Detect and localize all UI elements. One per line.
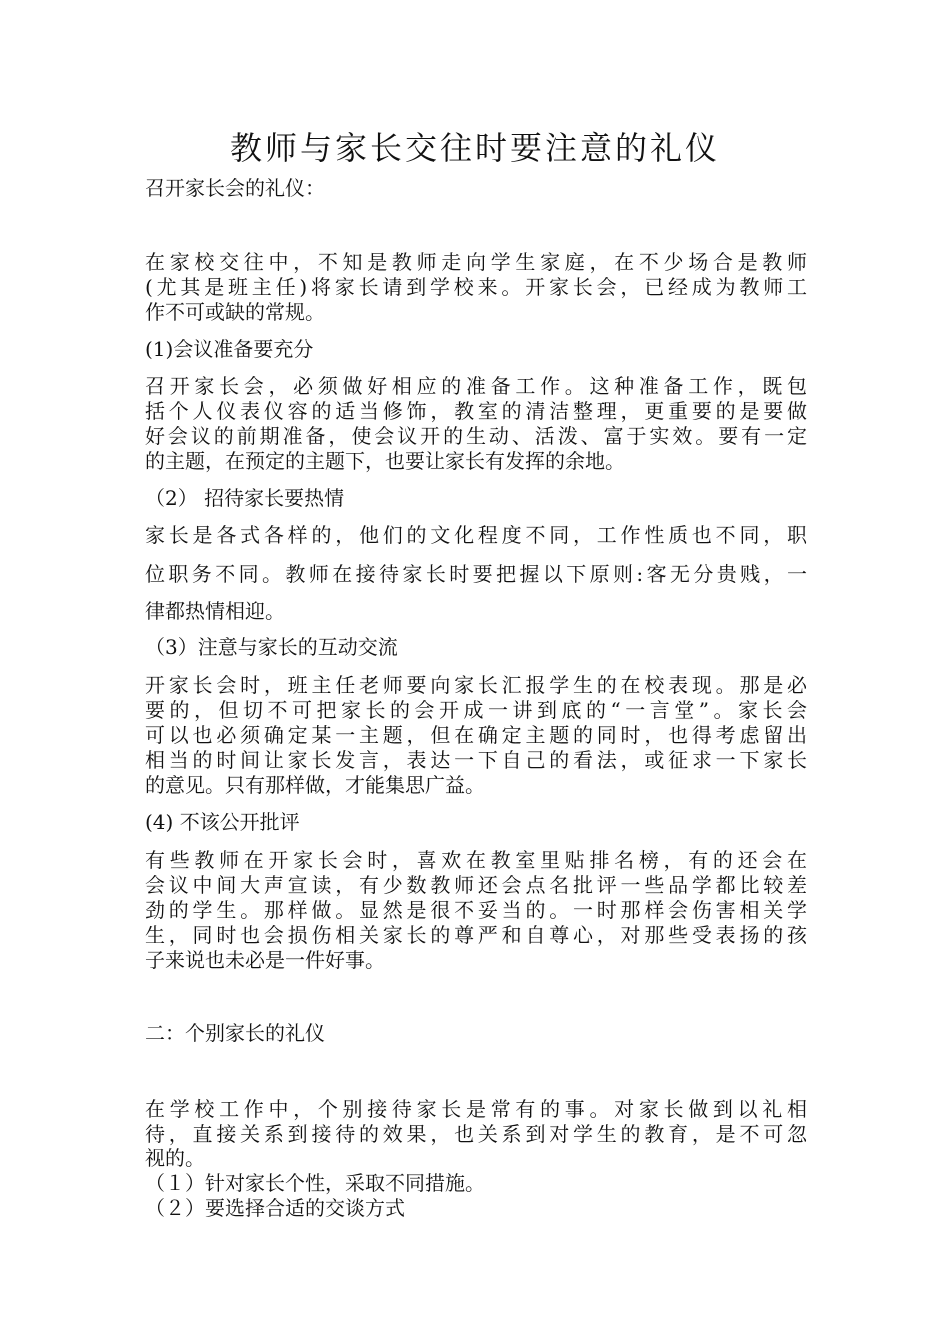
- paragraph-line: 有些教师在开家长会时，喜欢在教室里贴排名榜，有的还会在: [145, 848, 807, 872]
- document-title: 教师与家长交往时要注意的礼仪: [229, 129, 720, 167]
- item-heading-4: (4) 不该公开批评: [145, 810, 300, 834]
- section-heading-individual: 二：个别家长的礼仪: [145, 1021, 325, 1045]
- paragraph-line: 可以也必须确定某一主题，但在确定主题的同时，也得考虑留出: [145, 723, 807, 747]
- paragraph-line: 视的。: [145, 1146, 205, 1170]
- list-item: （１）针对家长个性，采取不同措施。: [145, 1171, 485, 1195]
- item-heading-2: （2） 招待家长要热情: [145, 486, 345, 510]
- paragraph-line: 好会议的前期准备，使会议开的生动、活泼、富于实效。要有一定: [145, 424, 807, 448]
- list-item: （２）要选择合适的交谈方式: [145, 1196, 405, 1220]
- paragraph-line: 要的，但切不可把家长的会开成一讲到底的“一言堂”。家长会: [145, 698, 807, 722]
- paragraph-line: 子来说也未必是一件好事。: [145, 948, 385, 972]
- item-heading-1: (1)会议准备要充分: [145, 337, 314, 361]
- paragraph-line: 在家校交往中，不知是教师走向学生家庭，在不少场合是教师: [145, 250, 807, 274]
- item-heading-3: （3）注意与家长的互动交流: [145, 635, 398, 659]
- paragraph-line: 劲的学生。那样做。显然是很不妥当的。一时那样会伤害相关学: [145, 898, 807, 922]
- paragraph-line: 会议中间大声宣读，有少数教师还会点名批评一些品学都比较差: [145, 873, 807, 897]
- paragraph-line: 家长是各式各样的，他们的文化程度不同，工作性质也不同，职: [145, 523, 807, 547]
- paragraph-line: 的意见。只有那样做，才能集思广益。: [145, 773, 485, 797]
- paragraph-line: (尤其是班主任)将家长请到学校来。开家长会，已经成为教师工: [145, 275, 807, 299]
- paragraph-line: 生，同时也会损伤相关家长的尊严和自尊心，对那些受表扬的孩: [145, 923, 807, 947]
- section-heading-meeting: 召开家长会的礼仪：: [145, 176, 325, 200]
- paragraph-line: 召开家长会，必须做好相应的准备工作。这种准备工作，既包: [145, 374, 807, 398]
- paragraph-line: 位职务不同。教师在接待家长时要把握以下原则:客无分贵贱，一: [145, 562, 807, 586]
- paragraph-line: 开家长会时，班主任老师要向家长汇报学生的在校表现。那是必: [145, 673, 807, 697]
- paragraph-line: 的主题，在预定的主题下，也要让家长有发挥的余地。: [145, 449, 625, 473]
- paragraph-line: 待，直接关系到接待的效果，也关系到对学生的教育，是不可忽: [145, 1122, 807, 1146]
- paragraph-line: 作不可或缺的常规。: [145, 300, 325, 324]
- paragraph-line: 括个人仪表仪容的适当修饰，教室的清洁整理，更重要的是要做: [145, 399, 807, 423]
- paragraph-line: 相当的时间让家长发言，表达一下自己的看法，或征求一下家长: [145, 748, 807, 772]
- paragraph-line: 律都热情相迎。: [145, 599, 285, 623]
- paragraph-line: 在学校工作中，个别接待家长是常有的事。对家长做到以礼相: [145, 1097, 807, 1121]
